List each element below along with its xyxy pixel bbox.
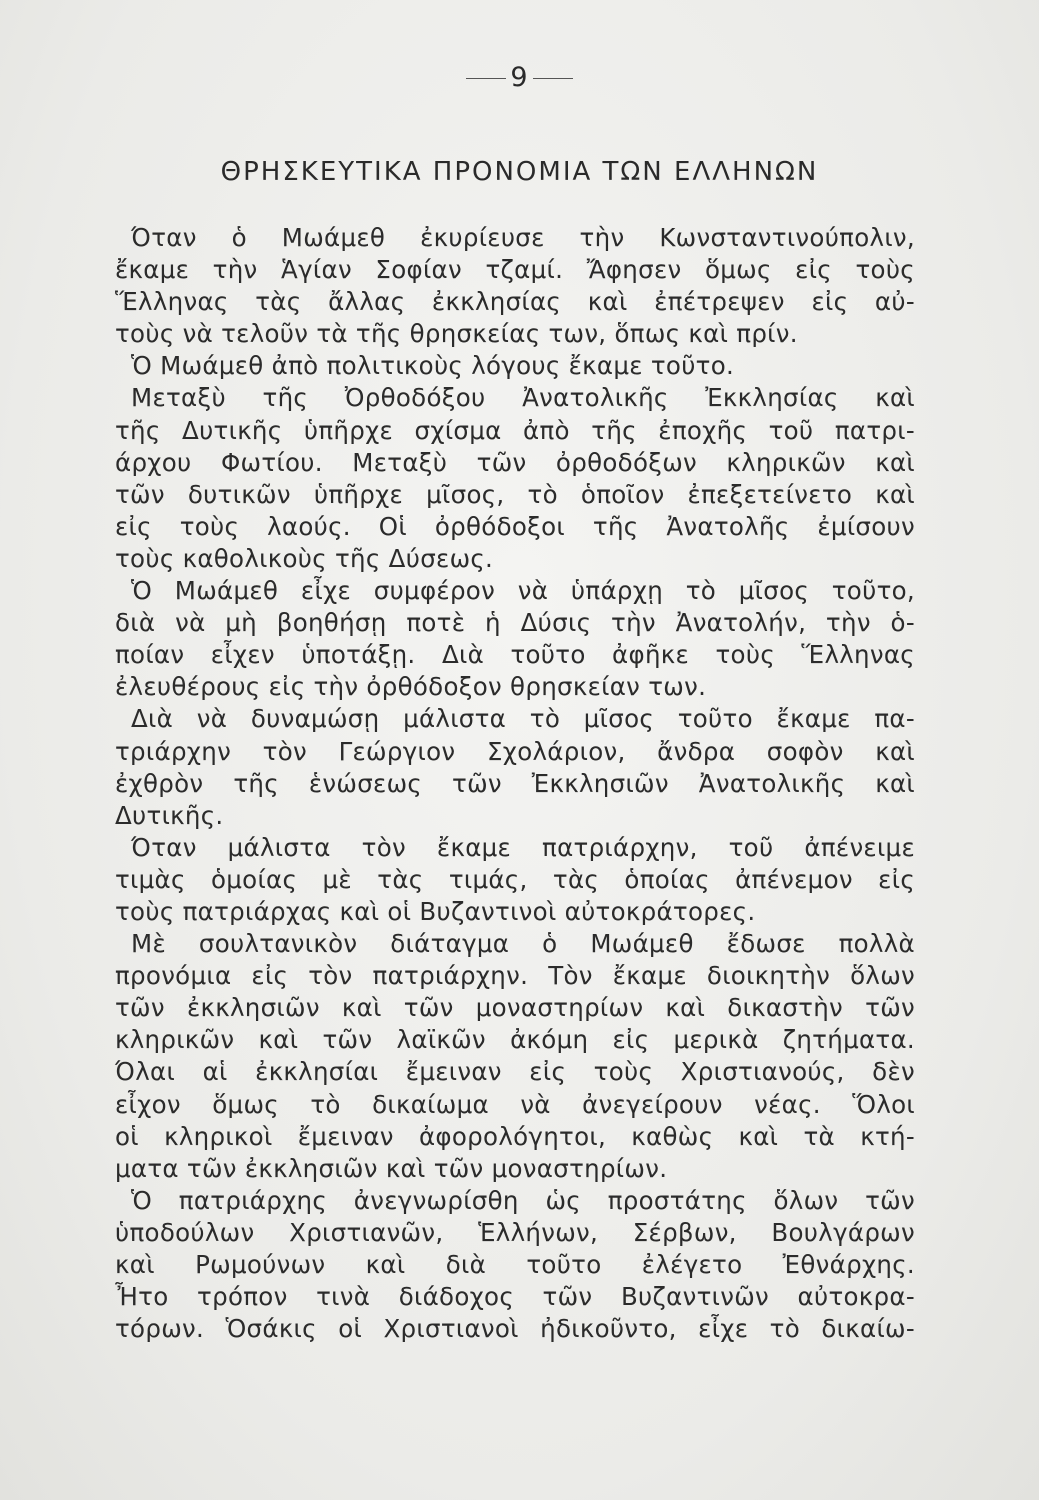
text-line: Ὁ Μωάμεθ εἶχε συμφέρον νὰ ὑπάρχῃ τὸ μῖσος τοῦτο,	[131, 576, 915, 606]
text-line: ἐλευθέρους εἰς τὴν ὀρθόδοξον θρησκείαν των.	[115, 672, 707, 702]
text-line: τῆς Δυτικῆς ὑπῆρχε σχίσμα ἀπὸ τῆς ἐποχῆς τοῦ πατρι-	[115, 415, 915, 445]
text-line: Διὰ νὰ δυναμώσῃ μάλιστα τὸ μῖσος τοῦτο ἔκαμε πα-	[131, 704, 915, 734]
text-line: τῶν δυτικῶν ὑπῆρχε μῖσος, τὸ ὁποῖον ἐπεξετείνετο καὶ	[115, 479, 915, 509]
text-line: Ὁ Μωάμεθ ἀπὸ πολιτικοὺς λόγους ἔκαμε τοῦτο.	[131, 351, 735, 381]
text-line: τιμὰς ὁμοίας μὲ τὰς τιμάς, τὰς ὁποίας ἀπένεμον εἰς	[115, 864, 915, 894]
text-line: τοὺς καθολικοὺς τῆς Δύσεως.	[115, 543, 494, 573]
text-line: εἰς τοὺς λαούς. Οἱ ὀρθόδοξοι τῆς Ἀνατολῆς ἐμίσουν	[115, 511, 915, 541]
text-line: τοὺς πατριάρχας καὶ οἱ Βυζαντινοὶ αὐτοκράτορες.	[115, 896, 756, 926]
text-line: Όταν μάλιστα τὸν ἔκαμε πατριάρχην, τοῦ ἀπένειμε	[131, 832, 915, 862]
text-line: Όλαι αἱ ἐκκλησίαι ἔμειναν εἰς τοὺς Χριστιανούς, δὲν	[115, 1057, 915, 1087]
text-line: ὑποδούλων Χριστιανῶν, Ἑλλήνων, Σέρβων, Βουλγάρων	[115, 1217, 915, 1247]
text-line: τόρων. Ὁσάκις οἱ Χριστιανοὶ ἠδικοῦντο, εἶχε τὸ δικαίω-	[115, 1314, 915, 1344]
text-line: Δυτικῆς.	[115, 800, 224, 830]
page-number-dash-left	[466, 78, 506, 79]
text-line: Ἕλληνας τὰς ἄλλας ἐκκλησίας καὶ ἐπέτρεψεν εἰς αὐ-	[115, 287, 915, 317]
text-line: Μὲ σουλτανικὸν διάταγμα ὁ Μωάμεθ ἔδωσε πολλὰ	[131, 929, 915, 959]
page-number-dash-right	[533, 78, 573, 79]
text-line: Ὁ πατριάρχης ἀνεγνωρίσθη ὡς προστάτης ὅλων τῶν	[131, 1185, 915, 1215]
page-number	[0, 62, 1039, 93]
text-line: κληρικῶν καὶ τῶν λαϊκῶν ἀκόμη εἰς μερικὰ ζητήματα.	[115, 1025, 915, 1055]
text-line: ἔκαμε τὴν Ἁγίαν Σοφίαν τζαμί. Ἄφησεν ὅμως εἰς τοὺς	[115, 255, 915, 285]
text-line: Μεταξὺ τῆς Ὀρθοδόξου Ἀνατολικῆς Ἐκκλησίας καὶ	[131, 383, 915, 413]
text-line: τοὺς νὰ τελοῦν τὰ τῆς θρησκείας των, ὅπως καὶ πρίν.	[115, 319, 798, 349]
body-text	[115, 222, 915, 1345]
text-line: ματα τῶν ἐκκλησιῶν καὶ τῶν μοναστηρίων.	[115, 1153, 668, 1183]
text-line: Ἦτο τρόπον τινὰ διάδοχος τῶν Βυζαντινῶν αὐτοκρα-	[115, 1282, 915, 1312]
text-line: τῶν ἐκκλησιῶν καὶ τῶν μοναστηρίων καὶ δικαστὴν τῶν	[115, 993, 915, 1023]
text-line: οἱ κληρικοὶ ἔμειναν ἀφορολόγητοι, καθὼς καὶ τὰ κτή-	[115, 1121, 915, 1151]
text-line: καὶ Ρωμούνων καὶ διὰ τοῦτο ἐλέγετο Ἐθνάρχης.	[115, 1250, 915, 1279]
text-line: διὰ νὰ μὴ βοηθήσῃ ποτὲ ἡ Δύσις τὴν Ἀνατολήν, τὴν ὁ-	[115, 608, 915, 638]
page-number-value: 9	[510, 62, 529, 93]
text-line: προνόμια εἰς τὸν πατριάρχην. Τὸν ἔκαμε διοικητὴν ὅλων	[115, 961, 915, 991]
text-line: τριάρχην τὸν Γεώργιον Σχολάριον, ἄνδρα σοφὸν καὶ	[115, 736, 915, 766]
text-line: ποίαν εἶχεν ὑποτάξῃ. Διὰ τοῦτο ἀφῆκε τοὺς Ἕλληνας	[115, 640, 915, 670]
text-line: άρχου Φωτίου. Μεταξὺ τῶν ὀρθοδόξων κληρικῶν καὶ	[115, 447, 915, 477]
text-line: εἶχον ὅμως τὸ δικαίωμα νὰ ἀνεγείρουν νέας. Ὅλοι	[115, 1089, 915, 1119]
text-line: Όταν ὁ Μωάμεθ ἐκυρίευσε τὴν Κωνσταντινούπολιν,	[131, 223, 915, 252]
chapter-title: ΘΡΗΣΚΕΥΤΙΚΑ ΠΡΟΝΟΜΙΑ ΤΩΝ ΕΛΛΗΝΩΝ	[220, 157, 819, 187]
text-line: ἐχθρὸν τῆς ἑνώσεως τῶν Ἐκκλησιῶν Ἀνατολικῆς καὶ	[115, 768, 915, 798]
